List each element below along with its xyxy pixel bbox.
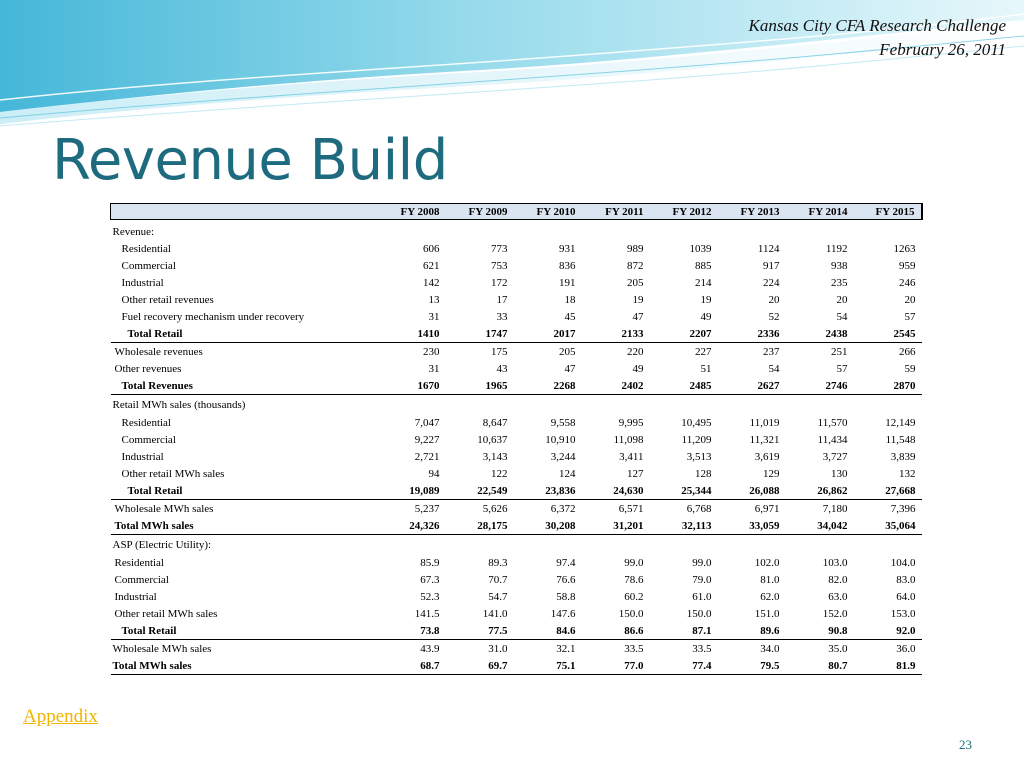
column-header: FY 2010 xyxy=(514,204,582,220)
table-cell: 3,727 xyxy=(822,450,848,463)
table-cell: 266 xyxy=(899,345,916,358)
row-label: Commercial xyxy=(114,573,169,586)
table-cell: 31.0 xyxy=(488,642,508,655)
table-cell: 82.0 xyxy=(828,573,848,586)
table-row xyxy=(111,571,922,588)
table-cell: 1965 xyxy=(446,377,514,395)
table-cell: 57 xyxy=(904,310,916,323)
table-cell: 31 xyxy=(428,310,440,323)
table-cell: 90.8 xyxy=(786,622,854,640)
table-cell: 191 xyxy=(559,276,576,289)
row-label: Residential xyxy=(114,556,164,569)
table-cell: 6,768 xyxy=(686,502,712,515)
table-cell: 1670 xyxy=(378,377,446,395)
table-row xyxy=(111,465,922,482)
table-cell: 5,626 xyxy=(482,502,508,515)
table-cell: 214 xyxy=(695,276,712,289)
row-label: Industrial xyxy=(114,590,157,603)
table-cell: 220 xyxy=(627,345,644,358)
row-label: Industrial xyxy=(121,450,164,463)
table-cell: 45 xyxy=(564,310,576,323)
column-header: FY 2014 xyxy=(786,204,854,220)
column-header: FY 2012 xyxy=(650,204,718,220)
table-cell: 13 xyxy=(428,293,440,306)
table-cell: 25,344 xyxy=(650,482,718,500)
table-cell: 3,244 xyxy=(550,450,576,463)
table-cell: 76.6 xyxy=(556,573,576,586)
table-cell: 83.0 xyxy=(896,573,916,586)
table-cell: 79.5 xyxy=(718,657,786,675)
table-cell: 1263 xyxy=(893,242,916,255)
table-cell: 85.9 xyxy=(420,556,440,569)
table-cell: 75.1 xyxy=(514,657,582,675)
table-row xyxy=(111,274,922,291)
table-cell: 61.0 xyxy=(692,590,712,603)
table-cell: 150.0 xyxy=(618,607,644,620)
table-cell: 23,836 xyxy=(514,482,582,500)
table-cell: 122 xyxy=(491,467,508,480)
table-cell: 89.6 xyxy=(718,622,786,640)
table-cell: 18 xyxy=(564,293,576,306)
table-cell: 99.0 xyxy=(692,556,712,569)
row-label: Residential xyxy=(121,416,171,429)
row-label: Other retail MWh sales xyxy=(114,607,218,620)
table-cell: 20 xyxy=(904,293,916,306)
table-cell: 2545 xyxy=(854,325,922,343)
table-cell: 2402 xyxy=(582,377,650,395)
table-row xyxy=(111,431,922,448)
table-cell: 97.4 xyxy=(556,556,576,569)
table-cell: 32.1 xyxy=(556,642,576,655)
table-cell: 1124 xyxy=(757,242,780,255)
table-cell: 132 xyxy=(899,467,916,480)
table-row xyxy=(111,657,922,675)
table-cell: 11,321 xyxy=(749,433,780,446)
column-header: FY 2009 xyxy=(446,204,514,220)
table-cell: 47 xyxy=(632,310,644,323)
table-cell: 153.0 xyxy=(890,607,916,620)
table-cell: 20 xyxy=(836,293,848,306)
table-cell: 606 xyxy=(423,242,440,255)
column-header: FY 2011 xyxy=(582,204,650,220)
table-cell: 54 xyxy=(836,310,848,323)
table-row xyxy=(111,360,922,377)
table-row xyxy=(111,291,922,308)
table-cell: 89.3 xyxy=(488,556,508,569)
table-cell: 917 xyxy=(763,259,780,272)
table-cell: 1410 xyxy=(378,325,446,343)
table-cell: 19 xyxy=(632,293,644,306)
table-cell: 81.9 xyxy=(854,657,922,675)
section-label: Retail MWh sales (thousands) xyxy=(112,398,246,411)
table-cell: 753 xyxy=(491,259,508,272)
table-cell: 128 xyxy=(695,467,712,480)
table-cell: 79.0 xyxy=(692,573,712,586)
table-cell: 2,721 xyxy=(414,450,440,463)
table-cell: 57 xyxy=(836,362,848,375)
row-label: Wholesale revenues xyxy=(114,345,203,358)
table-cell: 141.0 xyxy=(482,607,508,620)
table-cell: 35,064 xyxy=(854,517,922,535)
table-cell: 773 xyxy=(491,242,508,255)
table-cell: 142 xyxy=(423,276,440,289)
table-cell: 9,995 xyxy=(618,416,644,429)
table-cell: 1192 xyxy=(825,242,848,255)
table-cell: 931 xyxy=(559,242,576,255)
table-cell: 77.4 xyxy=(650,657,718,675)
table-cell: 22,549 xyxy=(446,482,514,500)
table-cell: 49 xyxy=(632,362,644,375)
table-cell: 959 xyxy=(899,259,916,272)
table-cell: 34.0 xyxy=(760,642,780,655)
column-header: FY 2013 xyxy=(718,204,786,220)
table-cell: 31,201 xyxy=(582,517,650,535)
table-cell: 34,042 xyxy=(786,517,854,535)
table-cell: 141.5 xyxy=(414,607,440,620)
table-cell: 237 xyxy=(763,345,780,358)
table-cell: 12,149 xyxy=(885,416,916,429)
table-cell: 10,910 xyxy=(545,433,576,446)
column-header-label xyxy=(111,204,378,220)
table-row xyxy=(111,605,922,622)
table-cell: 836 xyxy=(559,259,576,272)
table-row xyxy=(111,588,922,605)
table-cell: 1747 xyxy=(446,325,514,343)
table-cell: 103.0 xyxy=(822,556,848,569)
table-cell: 68.7 xyxy=(378,657,446,675)
table-cell: 2336 xyxy=(718,325,786,343)
table-cell: 2438 xyxy=(786,325,854,343)
table-row xyxy=(111,482,922,500)
table-row xyxy=(111,448,922,465)
table-cell: 938 xyxy=(831,259,848,272)
table-cell: 19 xyxy=(700,293,712,306)
table-cell: 2207 xyxy=(650,325,718,343)
table-cell: 7,047 xyxy=(414,416,440,429)
table-cell: 43 xyxy=(496,362,508,375)
appendix-link[interactable]: Appendix xyxy=(23,706,98,727)
table-cell: 20 xyxy=(768,293,780,306)
row-label: Fuel recovery mechanism under recovery xyxy=(121,310,305,323)
table-row xyxy=(111,500,922,518)
table-row xyxy=(111,622,922,640)
table-cell: 104.0 xyxy=(890,556,916,569)
table-cell: 9,558 xyxy=(550,416,576,429)
table-cell: 205 xyxy=(559,345,576,358)
table-cell: 32,113 xyxy=(650,517,718,535)
row-label: Total MWh sales xyxy=(111,517,378,535)
table-cell: 2133 xyxy=(582,325,650,343)
table-cell: 130 xyxy=(831,467,848,480)
table-cell: 52.3 xyxy=(420,590,440,603)
table-cell: 49 xyxy=(700,310,712,323)
table-cell: 872 xyxy=(627,259,644,272)
revenue-build-table xyxy=(110,203,923,675)
row-label: Wholesale MWh sales xyxy=(114,502,214,515)
table-cell: 5,237 xyxy=(414,502,440,515)
table-cell: 86.6 xyxy=(582,622,650,640)
table-cell: 64.0 xyxy=(896,590,916,603)
table-cell: 1039 xyxy=(689,242,712,255)
table-row xyxy=(111,257,922,274)
table-cell: 10,637 xyxy=(477,433,508,446)
row-label: Total Retail xyxy=(111,622,378,640)
table-cell: 224 xyxy=(763,276,780,289)
table-cell: 151.0 xyxy=(754,607,780,620)
table-row xyxy=(111,517,922,535)
table-cell: 51 xyxy=(700,362,712,375)
table-cell: 6,571 xyxy=(618,502,644,515)
row-label: Other retail revenues xyxy=(121,293,214,306)
table-cell: 11,434 xyxy=(817,433,848,446)
table-cell: 102.0 xyxy=(754,556,780,569)
table-cell: 24,630 xyxy=(582,482,650,500)
table-cell: 885 xyxy=(695,259,712,272)
table-cell: 67.3 xyxy=(420,573,440,586)
table-cell: 2870 xyxy=(854,377,922,395)
row-label: Total Retail xyxy=(111,325,378,343)
table-row xyxy=(111,343,922,361)
row-label: Total Revenues xyxy=(111,377,378,395)
table-row xyxy=(111,554,922,571)
table-cell: 2746 xyxy=(786,377,854,395)
table-cell: 33.5 xyxy=(692,642,712,655)
table-cell: 19,089 xyxy=(378,482,446,500)
table-cell: 124 xyxy=(559,467,576,480)
column-header: FY 2008 xyxy=(378,204,446,220)
table-cell: 27,668 xyxy=(854,482,922,500)
table-cell: 99.0 xyxy=(624,556,644,569)
row-label: Industrial xyxy=(121,276,164,289)
table-row xyxy=(111,240,922,257)
table-cell: 70.7 xyxy=(488,573,508,586)
section-header-row xyxy=(111,220,922,241)
table-cell: 92.0 xyxy=(854,622,922,640)
table-cell: 251 xyxy=(831,345,848,358)
table-cell: 7,396 xyxy=(890,502,916,515)
page-number: 23 xyxy=(959,737,972,752)
table-cell: 54.7 xyxy=(488,590,508,603)
table-cell: 127 xyxy=(627,467,644,480)
table-cell: 77.5 xyxy=(446,622,514,640)
table-cell: 2017 xyxy=(514,325,582,343)
row-label: Wholesale MWh sales xyxy=(112,642,212,655)
row-label: Commercial xyxy=(121,259,176,272)
table-cell: 33 xyxy=(496,310,508,323)
table-header-row xyxy=(111,204,922,220)
table-row xyxy=(111,640,922,658)
table-cell: 3,143 xyxy=(482,450,508,463)
table-cell: 54 xyxy=(768,362,780,375)
row-label: Total MWh sales xyxy=(111,657,378,675)
section-header-row xyxy=(111,535,922,555)
table-cell: 3,513 xyxy=(686,450,712,463)
table-cell: 63.0 xyxy=(828,590,848,603)
table-cell: 60.2 xyxy=(624,590,644,603)
event-name: Kansas City CFA Research Challenge xyxy=(748,16,1006,35)
table-cell: 73.8 xyxy=(378,622,446,640)
table-cell: 80.7 xyxy=(786,657,854,675)
table-cell: 11,548 xyxy=(885,433,916,446)
table-cell: 33,059 xyxy=(718,517,786,535)
table-cell: 6,372 xyxy=(550,502,576,515)
table-cell: 58.8 xyxy=(556,590,576,603)
table-cell: 621 xyxy=(423,259,440,272)
table-cell: 33.5 xyxy=(624,642,644,655)
table-cell: 147.6 xyxy=(550,607,576,620)
table-cell: 175 xyxy=(491,345,508,358)
row-label: Other retail MWh sales xyxy=(121,467,225,480)
table-cell: 35.0 xyxy=(828,642,848,655)
table-cell: 989 xyxy=(627,242,644,255)
table-cell: 84.6 xyxy=(514,622,582,640)
section-label: ASP (Electric Utility): xyxy=(112,538,212,551)
table-cell: 62.0 xyxy=(760,590,780,603)
table-cell: 235 xyxy=(831,276,848,289)
table-cell: 30,208 xyxy=(514,517,582,535)
row-label: Total Retail xyxy=(111,482,378,500)
page-title: Revenue Build xyxy=(52,128,448,193)
table-cell: 81.0 xyxy=(760,573,780,586)
table-cell: 28,175 xyxy=(446,517,514,535)
table-cell: 17 xyxy=(496,293,508,306)
table-cell: 2485 xyxy=(650,377,718,395)
table-cell: 152.0 xyxy=(822,607,848,620)
table-cell: 7,180 xyxy=(822,502,848,515)
table-cell: 26,862 xyxy=(786,482,854,500)
table-cell: 150.0 xyxy=(686,607,712,620)
table-row xyxy=(111,308,922,325)
header-text xyxy=(748,14,1006,62)
column-header: FY 2015 xyxy=(854,204,922,220)
table-cell: 3,619 xyxy=(754,450,780,463)
table-cell: 2268 xyxy=(514,377,582,395)
row-label: Other revenues xyxy=(114,362,182,375)
table-cell: 2627 xyxy=(718,377,786,395)
table-cell: 11,098 xyxy=(613,433,644,446)
table-row xyxy=(111,414,922,431)
table-cell: 77.0 xyxy=(582,657,650,675)
table-cell: 205 xyxy=(627,276,644,289)
table-cell: 36.0 xyxy=(896,642,916,655)
table-cell: 52 xyxy=(768,310,780,323)
table-cell: 172 xyxy=(491,276,508,289)
table-cell: 47 xyxy=(564,362,576,375)
table-cell: 94 xyxy=(428,467,440,480)
table-cell: 69.7 xyxy=(446,657,514,675)
table-cell: 11,209 xyxy=(681,433,712,446)
table-cell: 43.9 xyxy=(420,642,440,655)
table-cell: 59 xyxy=(904,362,916,375)
table-row xyxy=(111,325,922,343)
table-cell: 10,495 xyxy=(681,416,712,429)
table-cell: 11,570 xyxy=(817,416,848,429)
table-cell: 78.6 xyxy=(624,573,644,586)
table-cell: 3,411 xyxy=(619,450,644,463)
row-label: Residential xyxy=(121,242,171,255)
table-cell: 9,227 xyxy=(414,433,440,446)
table-cell: 129 xyxy=(763,467,780,480)
table-row xyxy=(111,377,922,395)
event-date: February 26, 2011 xyxy=(879,40,1006,59)
table-cell: 8,647 xyxy=(482,416,508,429)
section-header-row xyxy=(111,395,922,415)
table-cell: 11,019 xyxy=(749,416,780,429)
section-label: Revenue: xyxy=(112,225,155,238)
table-cell: 31 xyxy=(428,362,440,375)
table-cell: 246 xyxy=(899,276,916,289)
table-cell: 3,839 xyxy=(890,450,916,463)
table-cell: 227 xyxy=(695,345,712,358)
table-cell: 24,326 xyxy=(378,517,446,535)
table-cell: 87.1 xyxy=(650,622,718,640)
table-cell: 26,088 xyxy=(718,482,786,500)
table-cell: 230 xyxy=(423,345,440,358)
table-cell: 6,971 xyxy=(754,502,780,515)
row-label: Commercial xyxy=(121,433,176,446)
